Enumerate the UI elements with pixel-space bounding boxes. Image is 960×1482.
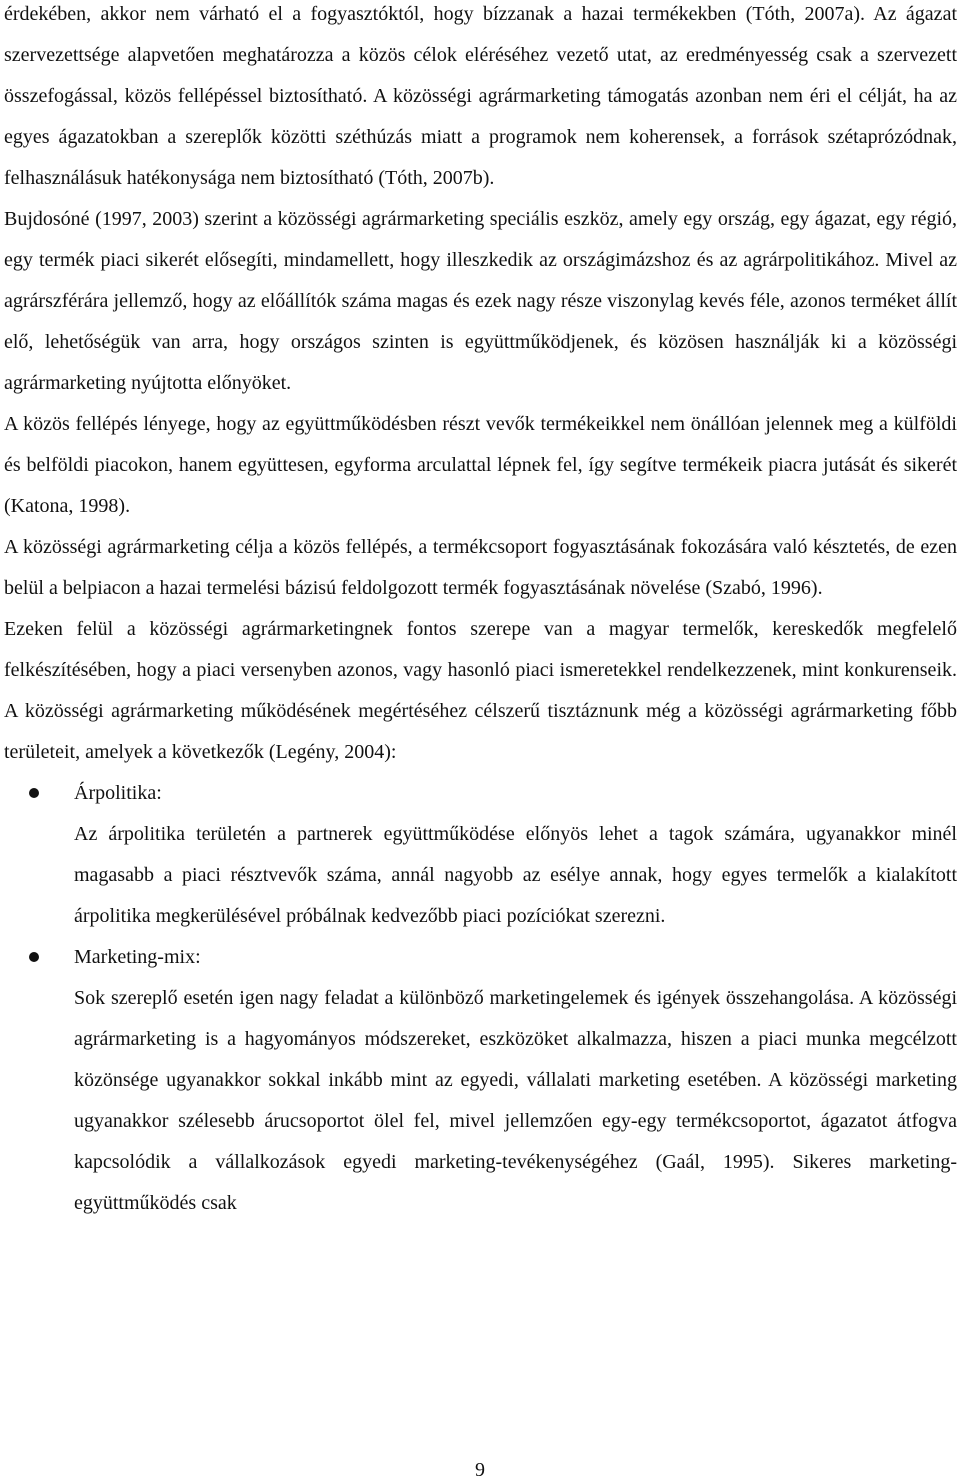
bullet-list	[4, 773, 957, 1224]
bullet-icon	[29, 952, 39, 962]
list-item-body: Sok szereplő esetén igen nagy feladat a különböző marketingelemek és igények összehangolása. A közösségi agrármarketing is a hagyományos módszereket, eszközöket alkalmazza, hiszen a piaci munka megcélzott közönsége ugyanakkor sokkal inkább mint az egyedi, vállalati marketing esetében. A közösségi marketing ugyanakkor szélesebb árucsoportot ölel fel, mivel jellemzően egy-egy termékcsoportot, ágazatot átfogva kapcsolódik a vállalkozások egyedi marketing-tevékenységéhez (Gaál, 1995). Sikeres marketing-együttműködés csak	[74, 987, 957, 1214]
list-item-title: Marketing-mix:	[74, 946, 201, 968]
bullet-icon	[29, 788, 39, 798]
list-item-arpolitika	[4, 773, 957, 937]
page-number: 9	[475, 1459, 485, 1481]
list-item-marketing-mix	[4, 937, 957, 1224]
paragraph-2: Bujdosóné (1997, 2003) szerint a közösségi agrármarketing speciális eszköz, amely egy ország, egy ágazat, egy régió, egy termék piaci sikerét elősegíti, mindamellett, hogy illeszkedik az országimázshoz és az agrárpolitikához. Mivel az agrárszférára jellemző, hogy az előállítók száma magas és ezek nagy része viszonylag kevés féle, azonos terméket állít elő, lehetőségük van arra, hogy országos szinten is együttműködjenek, és közösen használják ki a közösségi agrármarketing nyújtotta előnyöket.	[4, 208, 957, 394]
paragraph-5: Ezeken felül a közösségi agrármarketingnek fontos szerepe van a magyar termelők, kereskedők megfelelő felkészítésében, hogy a piaci versenyben azonos, vagy hasonló piaci ismeretekkel rendelkezzenek, mint konkurenseik. A közösségi agrármarketing működésének megértéséhez célszerű tisztáznunk még a közösségi agrármarketing főbb területeit, amelyek a következők (Legény, 2004):	[4, 618, 957, 763]
document-page	[4, 0, 957, 1224]
list-item-title: Árpolitika:	[74, 782, 162, 804]
paragraph-4: A közösségi agrármarketing célja a közös fellépés, a termékcsoport fogyasztásának fokozására való késztetés, de ezen belül a belpiacon a hazai termelési bázisú feldolgozott termék fogyasztásának növelése (Szabó, 1996).	[4, 536, 957, 599]
list-item-body: Az árpolitika területén a partnerek együttműködése előnyös lehet a tagok számára, ugyanakkor minél magasabb a piaci résztvevők száma, annál nagyobb az esélye annak, hogy egyes termelők a kialakított árpolitika megkerülésével próbálnak kedvezőbb piaci pozíciókat szerezni.	[74, 823, 957, 927]
paragraph-3: A közös fellépés lényege, hogy az együttműködésben részt vevők termékeikkel nem önállóan jelennek meg a külföldi és belföldi piacokon, hanem együttesen, egyforma arculattal lépnek fel, így segítve termékeik piacra jutását és sikerét (Katona, 1998).	[4, 413, 957, 517]
paragraph-1: érdekében, akkor nem várható el a fogyasztóktól, hogy bízzanak a hazai termékekben (Tóth, 2007a). Az ágazat szervezettsége alapvetően meghatározza a közös célok eléréséhez vezető utat, az eredményesség csak a szervezett összefogással, közös fellépéssel biztosítható. A közösségi agrármarketing támogatás azonban nem éri el célját, ha az egyes ágazatokban a szereplők közötti széthúzás miatt a programok nem koherensek, a források szétaprózódnak, felhasználásuk hatékonysága nem biztosítható (Tóth, 2007b).	[4, 3, 957, 189]
